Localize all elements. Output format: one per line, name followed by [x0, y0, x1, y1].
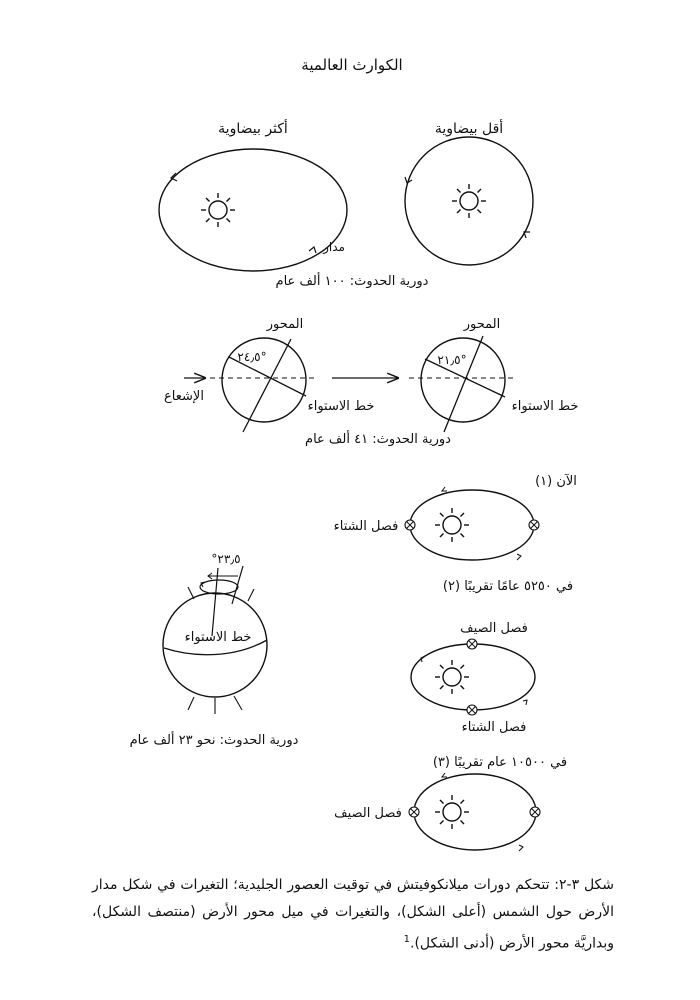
earth-icon — [529, 520, 539, 530]
orbit-label: مدار — [323, 240, 345, 254]
sun-icon — [435, 508, 469, 542]
equator-label-left: خط الاستواء — [307, 399, 375, 414]
orbit-case3 — [414, 774, 536, 850]
equator-label-precession: خط الاستواء — [184, 630, 252, 645]
orbit-arrow-icon — [524, 232, 530, 238]
earth-tilt-right — [421, 338, 505, 422]
earth-icon — [467, 639, 477, 649]
precession-period: دورية الحدوث: نحو ٢٣ ألف عام — [129, 733, 299, 748]
tilt-angle-left: ٢٤٫٥° — [237, 350, 267, 364]
label-less-eccentric: أقل بيضاوية — [434, 121, 504, 137]
orbit-arrow-icon — [309, 247, 316, 253]
sun-icon — [452, 184, 486, 218]
earth-icon — [530, 807, 540, 817]
case2-label: (٢) في ٥٢٥٠ عامًا تقريبًا — [442, 579, 574, 594]
precession-angle: °٢٣٫٥ — [211, 552, 241, 566]
figure-caption — [92, 872, 614, 958]
axis-label-right: المحور — [463, 317, 501, 332]
orbit-case2 — [411, 644, 535, 710]
footnote-marker: 1 — [403, 934, 410, 945]
eccentricity-period: دورية الحدوث: ١٠٠ ألف عام — [275, 274, 429, 289]
radiation-label: الإشعاع — [164, 389, 204, 404]
vertical-axis — [212, 568, 218, 636]
sun-icon — [201, 193, 235, 227]
orbit-less-eccentric — [405, 137, 533, 265]
case1-label: (١) الآن — [535, 474, 577, 489]
case2-summer-label: فصل الصيف — [460, 621, 528, 636]
earth-icon — [409, 807, 419, 817]
case3-label: (٣) في ١٠٥٠٠ عام تقريبًا — [432, 755, 568, 770]
precession-circle — [200, 580, 238, 594]
page-title: الكوارث العالمية — [301, 56, 403, 74]
case3-summer-label: فصل الصيف — [334, 806, 402, 821]
case2-winter-label: فصل الشتاء — [461, 720, 527, 735]
sun-icon — [435, 795, 469, 829]
earth-icon — [405, 520, 415, 530]
equator-label-right: خط الاستواء — [511, 399, 579, 414]
label-more-eccentric: أكثر بيضاوية — [218, 121, 288, 137]
case1-winter-label: فصل الشتاء — [333, 519, 399, 534]
tilt-period: دورية الحدوث: ٤١ ألف عام — [305, 432, 451, 447]
axis-label-left: المحور — [266, 317, 304, 332]
orbit-case1 — [410, 490, 534, 560]
sun-icon — [435, 660, 469, 694]
orbit-more-eccentric — [159, 149, 347, 271]
earth-icon — [467, 705, 477, 715]
tilt-angle-right: ٢١٫٥° — [437, 353, 467, 367]
caption-text: شكل ٣-٢: تتحكم دورات ميلانكوفيتش في توقيت العصور الجليدية؛ التغيرات في شكل مدار الأرض حول الشمس (أعلى الشكل)، والتغيرات في ميل محور الأرض (منتصف الشكل)، وبداريَّة محور الأرض (أدنى الشكل). — [92, 877, 615, 952]
